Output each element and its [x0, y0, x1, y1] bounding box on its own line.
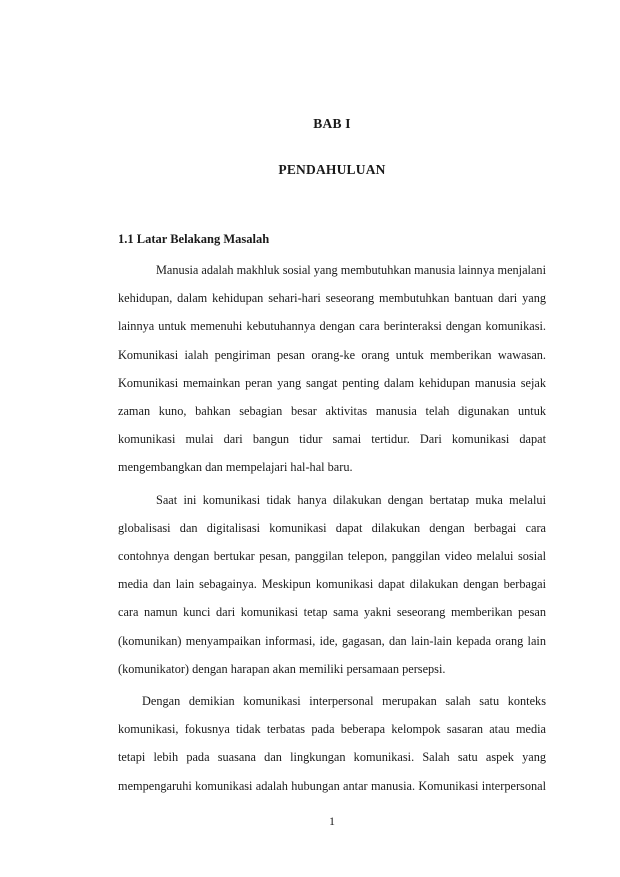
paragraph-1: Manusia adalah makhluk sosial yang membutuhkan manusia lainnya menjalani kehidupan, dalam kehidupan sehari-hari seseorang membutuhkan bantuan dari yang lainnya untuk memenuhi kebutuhannya dengan cara berinteraksi dengan komunikasi. Komunikasi ialah pengiriman pesan orang-ke orang untuk memberikan wawasan. Komunikasi memainkan peran yang sangat penting dalam kehidupan manusia sejak zaman kuno, bahkan sebagian besar aktivitas manusia telah digunakan untuk komunikasi mulai dari bangun tidur samai tertidur. Dari komunikasi dapat mengembangkan dan mempelajari hal-hal baru.: [118, 263, 546, 475]
page-number: 1: [329, 814, 335, 828]
body-text: [118, 256, 546, 800]
paragraph-3: Dengan demikian komunikasi interpersonal merupakan salah satu konteks komunikasi, fokusnya tidak terbatas pada beberapa kelompok sasaran atau media tetapi lebih pada suasana dan lingkungan komunikasi. Salah satu aspek yang mempengaruhi komunikasi adalah hubungan antar manusia. Komunikasi interpersonal: [118, 694, 546, 793]
chapter-title: PENDAHULUAN: [278, 162, 386, 177]
section-heading: 1.1 Latar Belakang Masalah: [118, 232, 270, 246]
paragraph-2: Saat ini komunikasi tidak hanya dilakukan dengan bertatap muka melalui globalisasi dan digitalisasi komunikasi dapat dilakukan dengan berbagai cara contohnya dengan bertukar pesan, panggilan telepon, panggilan video melalui sosial media dan lain sebagainya. Meskipun komunikasi dapat dilakukan dengan berbagai cara namun kunci dari komunikasi tetap sama yakni seseorang memberikan pesan (komunikan) menyampaikan informasi, ide, gagasan, dan lain-lain kepada orang lain (komunikator) dengan harapan akan memiliki persamaan persepsi.: [118, 492, 546, 676]
chapter-number: BAB I: [313, 116, 351, 131]
